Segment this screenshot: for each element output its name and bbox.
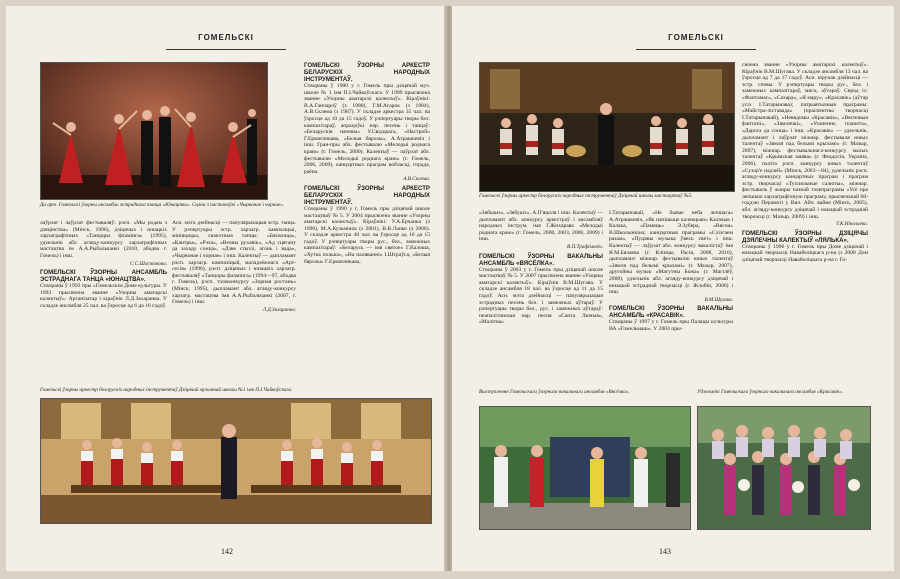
author-signature: С.С.Шостокова. [129,260,167,267]
section-title: ГОМЕЛЬСКІ ЎЗОРНЫ ДЗІЦЯЧЫ ДЗЯЛЕЧНЫ КАЛЕКТЫЎ «ЛЯЛЬКА». [742,229,868,244]
orchestra-photo-caption: Гомельскі ўзорны аркестр беларускіх народных інструментаў Дзіцячай музычнай школы №1 імя П.І.Чайкоўскага. [40,387,293,393]
paragraph: Створаны ў 1990 у г. Гомель пры дзіцячай школе мастацтваў № 5. У 2004 прысвоена званне «Узорны аматарскі калектыў». Кіраўнікі: У.А.Ерчанка (з 1990), М.А.Кузьмінок (з 2001), В.В.Лапко (з 2006). У складзе аркестра 40 чал. ва ўзросце ад 10 да 15 гадоў. У рэпертуары творы рус., бел., замежных кампазітараў: «Беларусь — імя святое» Г.Калоша, «Хутка полька», «На паляванні» І.Штраўса, «Белыя бярозы» Г.Ермачэнкава, [304,205,430,265]
left-column-2 [172,220,296,313]
section-title: ГОМЕЛЬСКІ ЎЗОРНЫ ВАКАЛЬНЫ АНСАМБЛЬ «ВЯСЁЛКА». [479,252,603,267]
left-page [6,6,446,571]
left-running-header: ГОМЕЛЬСКІ [198,33,254,42]
paragraph: Асн. мэта дзейнасці — папулярызацыя эстр. танца. У рэпертуары эстр. харэагр. кампазіцыі, мініяцюры, сюжэтныя танцы: «Бясконца», «Кантры», «Рэха», «Вечны рухавік», «Ад сцягану да захаду сонца», «Дзве стыхіі, агонь і вада», «Чырвонае і чорнае» і інш. Калектыў — дыпламант рэсп. харэагр. кампазіцый, маладзёжнага «Арт-сесія» (1996), рэсп. дзіцячых і юнацкіх харэагр. фестываляў «Танцоры фламінга» (1994—97, абодва г. Гомель), рэсп. тэлеконкурсу «Зорная ростань» (Мінск, 1995), дыпламант абл. агляду-конкурсу харэагр. мастацтва імя А.А.Рыбальчанкі (2007, г. Гомель) і інш. [172,220,296,306]
left-page-number: 142 [221,547,233,556]
krasavik-photo-caption: Удзельнікі Гомельскага ўзорнага вакальнага ансамбля «Красавік». [697,389,843,395]
section-title: ГОМЕЛЬСКІ ЎЗОРНЫ АРКЕСТР БЕЛАРУСКІХ НАРОДНЫХ ІНСТРУМЕНТАЎ. [304,62,430,83]
paragraph: Створаны ў 1996 у г. Гомель пры Доме дзіцячай і юнацкай творчасці Навабеліцкага р-на (з 2008 Дом дзіцячай творчасці Навабеліцкага р-на г. Го- [742,243,868,264]
vyasyolka-photo [479,406,691,530]
section-title: ГОМЕЛЬСКІ ЎЗОРНЫ АРКЕСТР БЕЛАРУСКІХ НАРОДНЫХ ІНСТРУМЕНТАЎ. [304,184,430,206]
author-signature: В.М.Шугава. [704,296,733,303]
paragraph: І.Татарынавай, «Не бывае неба лепшага» А.Атрашкевіч, «Як напішыце калекцыю» Калачык і Калака, «Памяць» Э.Зубера, «Вясна» В.Школынкіна; канцэртныя праграмы «Слізгаем разам», «Пуцявы музыка ўвесь свет» і інш. Калектыў — лаўрэат абл. конкурсу вакалістаў імя Я.М.Бялаева (г. Клінцы, Расія, 2008, 2010), дыпламант міжнар. фестывалю юных талентаў «Зямля пад белымі крыламі» (г. Мазыр, 2007), другойны музык «Магутны Божа» (г. Магілёў, 2008), удзельнік абл. агляду-конкурсу дзіцячай і юнацкай эстраднай творчасці (г. Жлобін, 2006) і інш. [609,210,733,296]
section-title: ГОМЕЛЬСКІ ЎЗОРНЫ ВАКАЛЬНЫ АНСАМБЛЬ «КРАСАВІК». [609,305,733,320]
paragraph: Створаны ў 1980 у г. Гомель пры дзіцячай муз. школе № 1 імя П.І.Чайкоўскага. У 1999 прысвоена званне «Узорны аматарскі калектыў». Кіраўнікі: В.А.Ганчароў (з 1980), Г.М.Агарок (з 1984), А.В.Склема (з 1987). У складзе аркестра 35 чал. ва ўзросце ад 10 да 15 гадоў. У рэпертуары творы бел. кампазітараў, апрацоўкі нар. песень і танцаў: «Беларускія напевы» У.Свідцкага, «Настрой» Г.Ермачэнкава, «Белыя бярозы», А.Атрашкевіч і інш. Гран-пры абл. фестывалю «Мелодыі роднага краю» (г. Гомель, 2000). Калектыў — лаўрэат абл. фестывалю «Мелодыі роднага краю» (г. Гомель, 2006, 2009), канцэртных праграм вобласці, горада, раёна. [304,83,430,175]
right-column-2 [609,210,733,334]
paragraph: Створаны ў 1997 у г. Гомель пры Палацы культуры ВА «Гомельмаш». У 2003 пры- [609,319,733,332]
left-column-1 [40,220,167,311]
krasavik-photo [697,406,871,530]
right-page [452,6,894,571]
krasavik-illustration [698,407,870,529]
children-orchestra-photo [40,398,432,524]
vyasyolka-photo-caption: Выступленне Гомельскага ўзорнага вакальнага ансамбля «Вясёлка». [479,389,630,395]
author-signature: Т.К.Ніколаева. [836,221,868,228]
section-title: ГОМЕЛЬСКІ ЎЗОРНЫ АНСАМБЛЬ ЭСТРАДНАГА ТАНЦА «ЮНАЦТВА». [40,269,167,284]
left-column-3 [304,62,430,266]
paragraph: Створаны ў 2003 у г. Гомель пры дзіцячай школе мастацтваў № 5. У 2007 прысвоена званне «Узорны аматарскі калектыў». Кіраўнік В.М.Шугава. У складзе ансамбля 18 чал. ва ўзросце ад 11 да 15 гадоў. Асн. мэта дзейнасці — папулярызацыя эстрадных песень бел. і замежных аўтараў. У рэпертуары творы бел., рус. і замежных аўтараў: неапалітанская нар. песня «Санта Лючыя», «Малітва» [479,266,603,326]
left-header-rule [166,49,286,50]
right-column-3 [742,62,868,265]
right-column-1 [479,210,603,327]
stage-orchestra-photo [479,62,735,192]
right-running-header: ГОМЕЛЬСКІ [668,33,724,42]
vyasyolka-illustration [480,407,690,529]
stage-orchestra-illustration [480,63,734,191]
paragraph: своена званне «Узорны аматарскі калектыў». Кіраўнік В.М.Шугава. У складзе ансамбля 13 чал. ва ўзросце ад 7 да 17 гадоў. Асн. кірунак дзейнасці — эстр. спевы. У рэпертуары творы рус., бел. і замежных кампазітараў, мясц. аўтараў. Сярод іх: «Фантамас», «Сахара», «Я мару», «Красавік» (аўтар усіх І.Татарынава); патрыятычныя праграмы: «Майстра-ліставада» (праспектны творчасці І.Татарынавай), «Невядомы «Красавік», «Вясновыя фантазіі», «Зямлячкі», «Усяленне, планета», «Дарога да сонца» і інш. «Красавік» — удзельнік, дыпламант і лаўрэат міжнар. фестываля юных талентаў «Зямля пад белымі крыламі» (г. Мазыр, 2007), міжнар. фестывальнага-конкурсу малых талентаў «Крымская маява» (г. Феадосія, Украіна, 2006), паліта рэсп. конкурсу юных талентаў «Сузор'е надзей» (Мінск, 2003—04), удзельнік рэсп. агляду-конкурсу канцэртных праграм і праграм эстр. творчасці «Тупляльные салюты», міжнар. фестываль ў жанры пазнай тэлепраграмы «Усё пра лепшыю харэаграфічную праграму, прысвечанай 60-годдзю Перамогі у Вял. Айч. вайне (Мінск, 2005), абл. агляду-конкурсу дзіцячай і юнацкай эстраднай творчасці (г. Мазыр, 2009) і інш. [742,62,868,220]
dance-ensemble-photo [40,62,268,200]
author-signature: Л.Д.Захаранка. [262,306,296,313]
author-signature: В.П.Трафімовіч. [567,243,603,250]
author-signature: А.В.Склема. [403,176,430,183]
dance-photo-caption: Да арт. Гомельскі ўзорны ансамбль эстраднага танца «Юнацтва». Сцэна з пастаноўкі «Чырвонае і чорнае». [40,202,285,208]
stage-orchestra-caption: Гомельскі ўзорны аркестр беларускіх народных інструментаў Дзіцячай школы мастацтваў №5. [479,193,693,199]
children-orchestra-illustration [41,399,431,523]
right-header-rule [636,49,756,50]
paragraph: «Зябышэ», «Зябушэ», А.П'яцоля і інш. Калектыў — дыпламант абл. конкурсу аркестраў і ансамбляў народных інструм. імя Г.Жихарава «Мелодыі роднага краю» (г. Гомель, 2000, 2003, 2006, 2009) і інш. [479,210,603,243]
right-page-number: 143 [659,547,671,556]
paragraph: лаўрэат і лаўрэат фестываляў: рэсп. «Мы родам з дзяцінства» (Мінск, 1996), дзіцячых і юнацкіх харэаграфічных «Танцоры фламінга» (1995), удзельнік абл. агляду-конкурсу харэаграфічных мастацтва ім А.А.Рыбальчанкі (2010, абодва г. Гомель) і інш. [40,220,167,259]
dance-ensemble-illustration [41,63,267,199]
paragraph: Створаны ў 1993 пры «Гомельскім Доме культуры. У 1993 прысвоена званне «Узорны аматарскі калектыў». Арганізатар і кіраўнік Л.Д.Захаранка. У складзе ансамбля 25 чал. ва ўзросце ад 6 да 16 гадоў. [40,283,167,309]
